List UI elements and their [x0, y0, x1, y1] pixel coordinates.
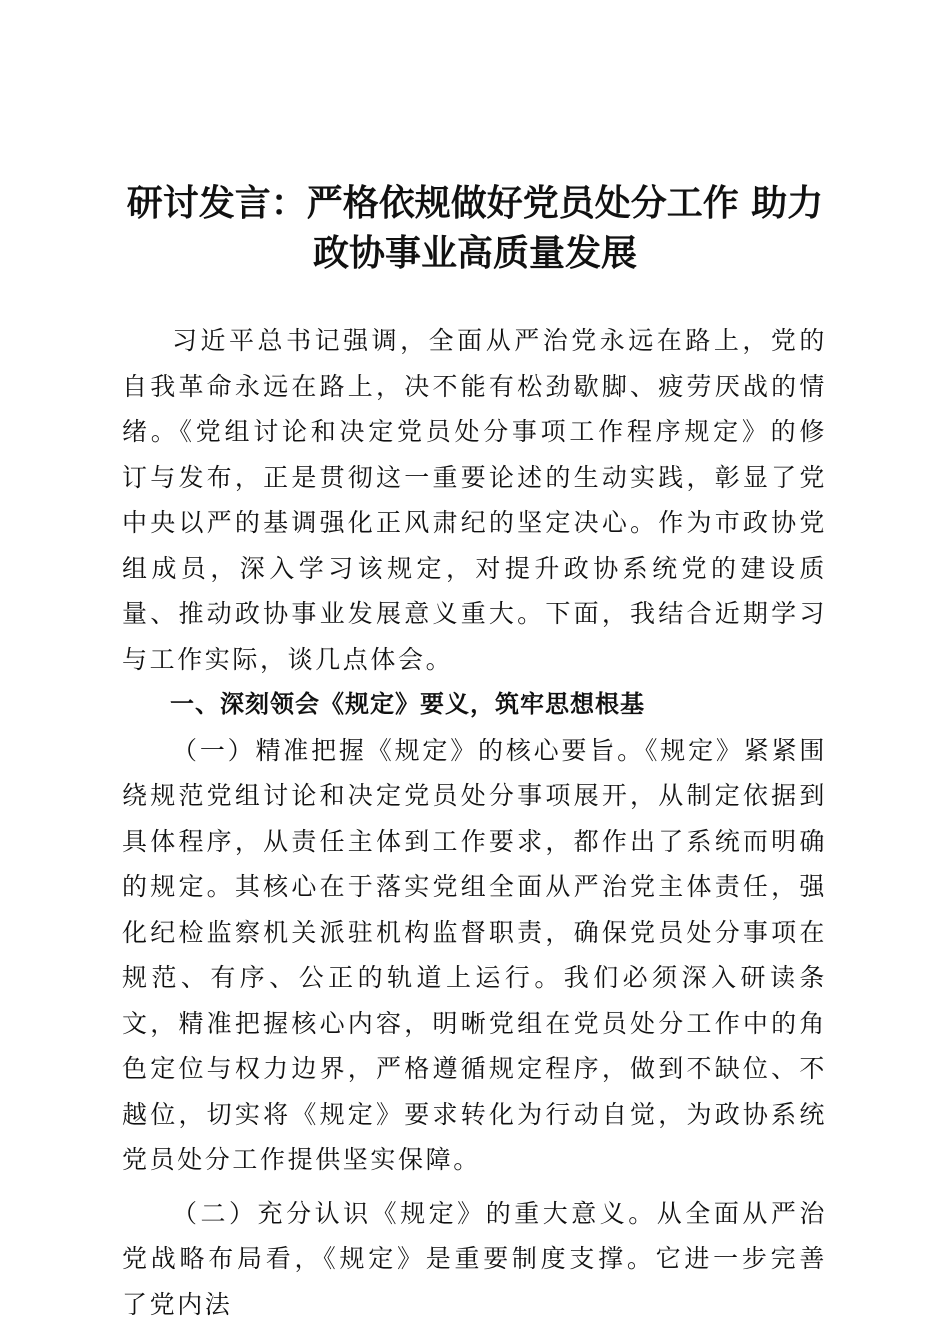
- document-title: [100, 178, 850, 278]
- section-heading-1: 一、深刻领会《规定》要义，筑牢思想根基: [170, 690, 645, 718]
- intro-paragraph: 习近平总书记强调，全面从严治党永远在路上，党的自我革命永远在路上，决不能有松劲歇脚、疲劳厌战的情绪。《党组讨论和决定党员处分事项工作程序规定》的修订与发布，正是贯彻这一重要论述的生动实践，彰显了党中央以严的基调强化正风肃纪的坚定决心。作为市政协党组成员，深入学习该规定，对提升政协系统党的建设质量、推动政协事业发展意义重大。下面，我结合近期学习与工作实际，谈几点体会。: [122, 326, 827, 674]
- subsection-1-paragraph: （一）精准把握《规定》的核心要旨。《规定》紧紧围绕规范党组讨论和决定党员处分事项展开，从制定依据到具体程序，从责任主体到工作要求，都作出了系统而明确的规定。其核心在于落实党组全面从严治党主体责任，强化纪检监察机关派驻机构监督职责，确保党员处分事项在规范、有序、公正的轨道上运行。我们必须深入研读条文，精准把握核心内容，明晰党组在党员处分工作中的角色定位与权力边界，严格遵循规定程序，做到不缺位、不越位，切实将《规定》要求转化为行动自觉，为政协系统党员处分工作提供坚实保障。: [122, 735, 827, 1174]
- title-line-1: 研讨发言：严格依规做好党员处分工作 助力: [126, 182, 824, 224]
- title-line-2: 政协事业高质量发展: [312, 232, 637, 274]
- subsection-2-paragraph: （二）充分认识《规定》的重大意义。从全面从严治党战略布局看，《规定》是重要制度支撑。它进一步完善了党内法: [122, 1198, 827, 1319]
- document-body: [122, 318, 827, 1327]
